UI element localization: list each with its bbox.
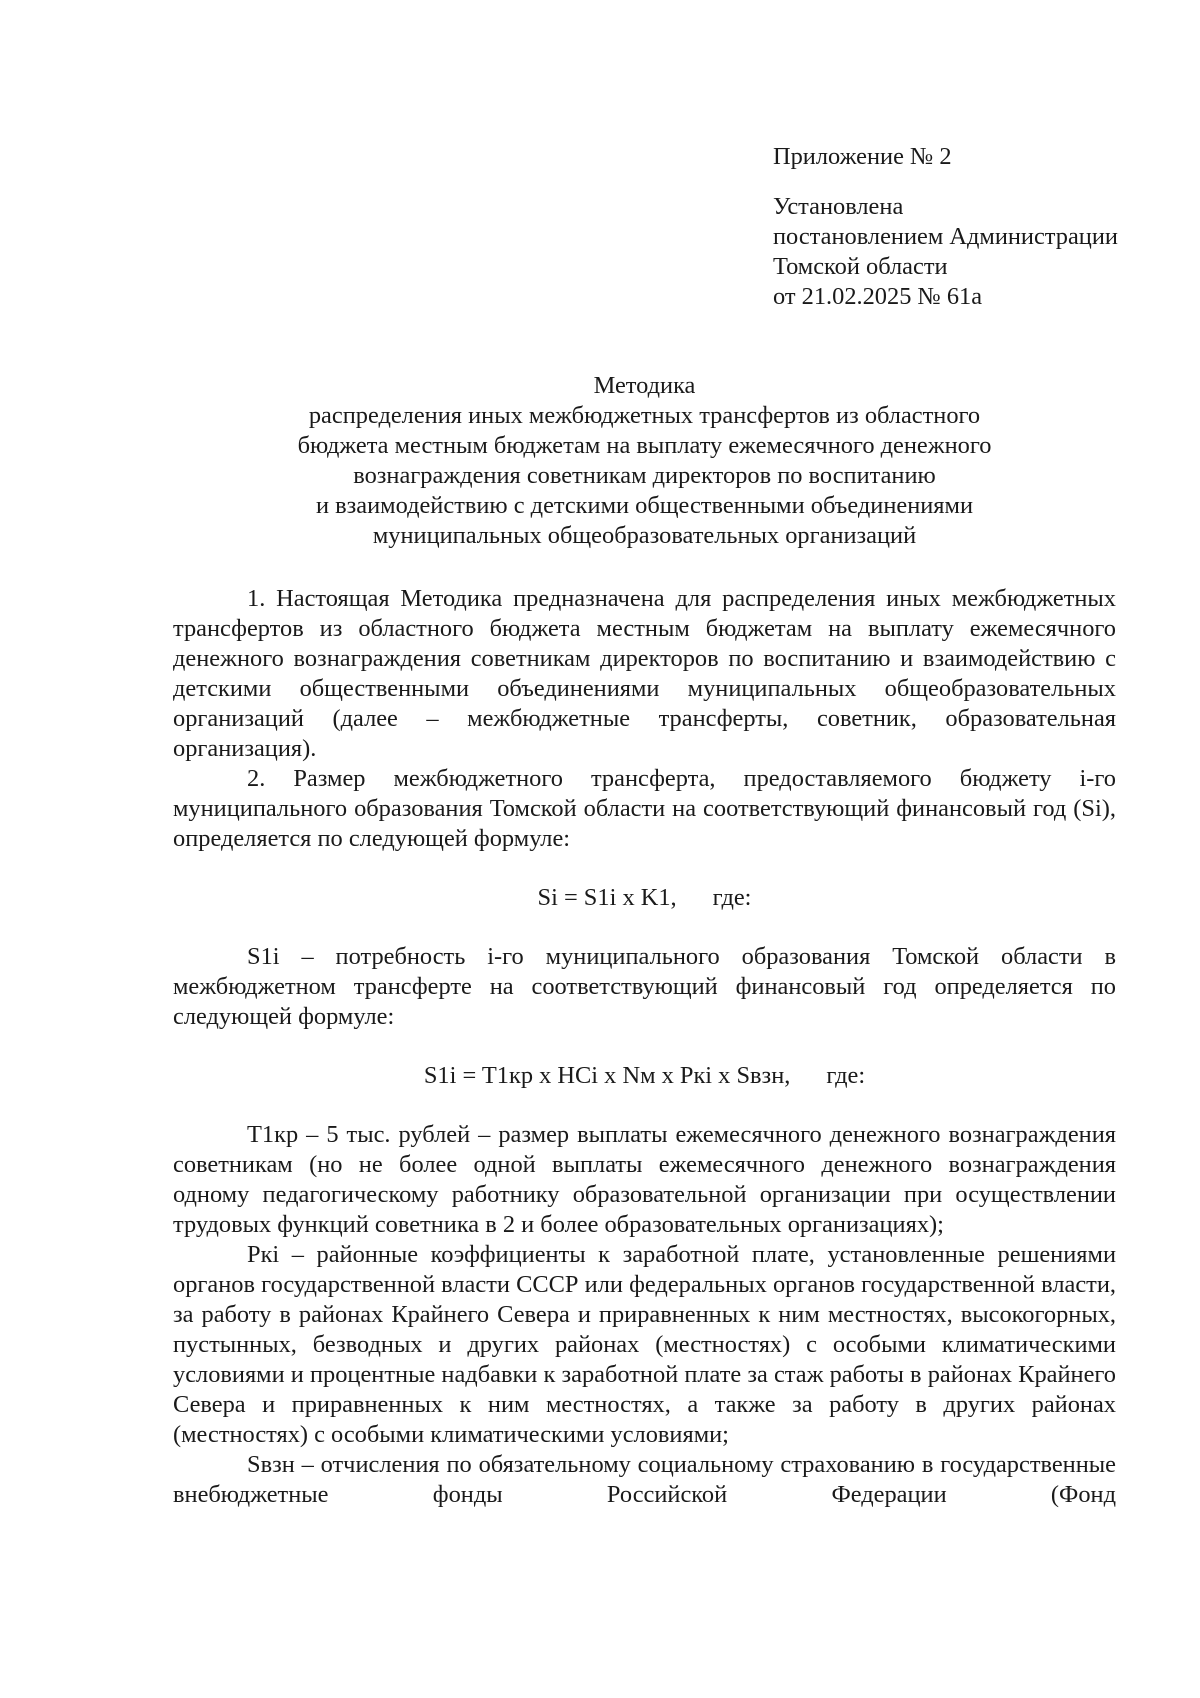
paragraph-2: 2. Размер межбюджетного трансферта, предоставляемого бюджету i-го муниципального образования Томской области на соответствующий финансовый год (Si), определяется по следующей формуле: bbox=[173, 765, 1116, 852]
approval-line: от 21.02.2025 № 61а bbox=[773, 283, 983, 310]
paragraph-3: S1i – потребность i-го муниципального образования Томской области в межбюджетном трансферте на соответствующий финансовый год определяется по следующей формуле: bbox=[173, 943, 1116, 1030]
formula-s1i-expression: S1i = T1кр x НСi x Nм x Pкi x Sвзн, bbox=[423, 1062, 791, 1089]
approval-line: постановлением Администрации bbox=[773, 223, 1118, 250]
formula-si-expression: Si = S1i x K1, bbox=[537, 884, 677, 911]
title-heading: Методика bbox=[593, 372, 696, 399]
appendix-block bbox=[773, 142, 1173, 312]
document-title bbox=[173, 371, 1116, 551]
appendix-number: Приложение № 2 bbox=[773, 143, 952, 170]
paragraph-1: 1. Настоящая Методика предназначена для распределения иных межбюджетных трансфертов из областного бюджета местным бюджетам на выплату ежемесячного денежного вознаграждения советникам директоров по воспитанию и взаимодействию с детскими общественными объединениями муниципальных общеобразовательных организаций (далее – межбюджетные трансферты, советник, образовательная организация). bbox=[173, 585, 1116, 762]
paragraph-5: Pкi – районные коэффициенты к заработной плате, установленные решениями органов государственной власти СССР или федеральных органов государственной власти, за работу в районах Крайнего Севера и приравненных к ним местностях, высокогорных, пустынных, безводных и других районах (местностях) с особыми климатическими условиями и процентные надбавки к заработной плате за стаж работы в районах Крайнего Севера и приравненных к ним местностях, а также за работу в других районах (местностях) с особыми климатическими условиями; bbox=[173, 1241, 1116, 1448]
formula-s1i-where: где: bbox=[826, 1062, 866, 1089]
title-line: муниципальных общеобразовательных организаций bbox=[372, 522, 917, 549]
formula-si-where: где: bbox=[712, 884, 752, 911]
title-line: вознаграждения советникам директоров по воспитанию bbox=[353, 462, 936, 489]
paragraph-4: T1кр – 5 тыс. рублей – размер выплаты ежемесячного денежного вознаграждения советникам (но не более одной выплаты ежемесячного денежного вознаграждения одному педагогическому работнику образовательной организации при осуществлении трудовых функций советника в 2 и более образовательных организациях); bbox=[173, 1121, 1116, 1238]
approval-line: Томской области bbox=[773, 253, 948, 280]
document-body bbox=[173, 584, 1116, 1510]
title-line: распределения иных межбюджетных трансфертов из областного bbox=[308, 402, 981, 429]
formula-si bbox=[173, 883, 1116, 913]
title-line: бюджета местным бюджетам на выплату ежемесячного денежного bbox=[297, 432, 992, 459]
paragraph-6: Sвзн – отчисления по обязательному социальному страхованию в государственные внебюджетные фонды Российской Федерации (Фонд bbox=[173, 1451, 1116, 1508]
title-line: и взаимодействию с детскими общественными объединениями bbox=[315, 492, 974, 519]
formula-s1i bbox=[173, 1061, 1116, 1091]
approval-line: Установлена bbox=[773, 193, 904, 220]
